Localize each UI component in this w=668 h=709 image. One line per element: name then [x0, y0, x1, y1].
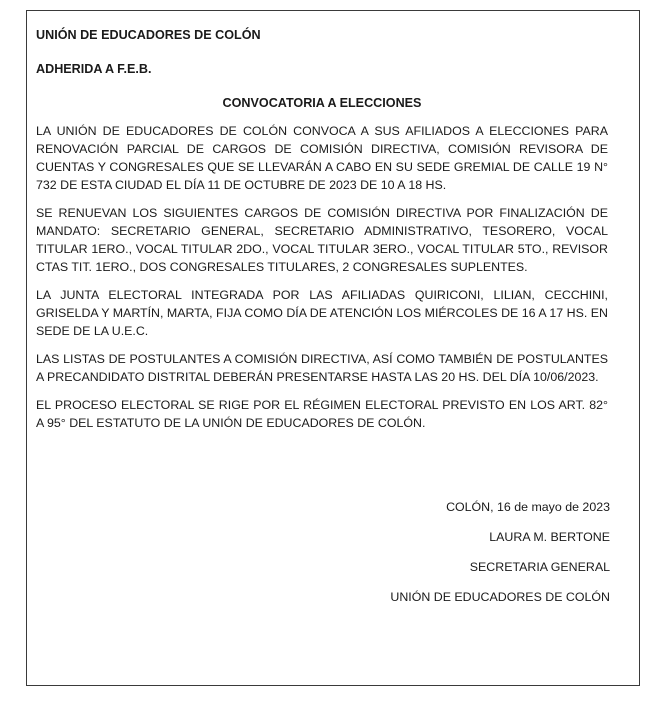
- organization-name: UNIÓN DE EDUCADORES DE COLÓN: [36, 28, 261, 42]
- signer-role: SECRETARIA GENERAL: [469, 560, 610, 574]
- paragraph-candidate-lists: LAS LISTAS DE POSTULANTES A COMISIÓN DIRECTIVA, ASÍ COMO TAMBIÉN DE POSTULANTES A PRECANDIDATO DISTRITAL DEBERÁN PRESENTARSE HASTA LAS 20 HS. DEL DÍA 10/06/2023.: [36, 352, 608, 384]
- paragraph-convocation: LA UNIÓN DE EDUCADORES DE COLÓN CONVOCA A SUS AFILIADOS A ELECCIONES PARA RENOVACIÓN PARCIAL DE CARGOS DE COMISIÓN DIRECTIVA, COMISIÓN REVISORA DE CUENTAS Y CONGRESALES QUE SE LLEVARÁN A CABO EN SU SEDE GREMIAL DE CALLE 19 N° 732 DE ESTA CIUDAD EL DÍA 11 DE OCTUBRE DE 2023 DE 10 A 18 HS.: [36, 124, 608, 192]
- document-title: CONVOCATORIA A ELECCIONES: [222, 96, 422, 110]
- document-body: [36, 26, 608, 432]
- signer-name: LAURA M. BERTONE: [489, 530, 610, 544]
- affiliation-line: ADHERIDA A F.E.B.: [36, 62, 152, 76]
- signature-block: [390, 498, 610, 618]
- paragraph-electoral-board: LA JUNTA ELECTORAL INTEGRADA POR LAS AFILIADAS QUIRICONI, LILIAN, CECCHINI, GRISELDA Y MARTÍN, MARTA, FIJA COMO DÍA DE ATENCIÓN LOS MIÉRCOLES DE 16 A 17 HS. EN SEDE DE LA U.E.C.: [36, 288, 608, 338]
- signer-organization: UNIÓN DE EDUCADORES DE COLÓN: [390, 590, 610, 604]
- paragraph-positions: SE RENUEVAN LOS SIGUIENTES CARGOS DE COMISIÓN DIRECTIVA POR FINALIZACIÓN DE MANDATO: SECRETARIO GENERAL, SECRETARIO ADMINISTRATIVO, TESORERO, VOCAL TITULAR 1ERO., VOCAL TITULAR 2DO., VOCAL TITULAR 3ERO., VOCAL TITULAR 5TO., REVISOR CTAS TIT. 1ERO., DOS CONGRESALES TITULARES, 2 CONGRESALES SUPLENTES.: [36, 206, 608, 274]
- place-date: COLÓN, 16 de mayo de 2023: [446, 500, 610, 514]
- paragraph-electoral-regime: EL PROCESO ELECTORAL SE RIGE POR EL RÉGIMEN ELECTORAL PREVISTO EN LOS ART. 82° A 95° DEL ESTATUTO DE LA UNIÓN DE EDUCADORES DE COLÓN.: [36, 398, 608, 430]
